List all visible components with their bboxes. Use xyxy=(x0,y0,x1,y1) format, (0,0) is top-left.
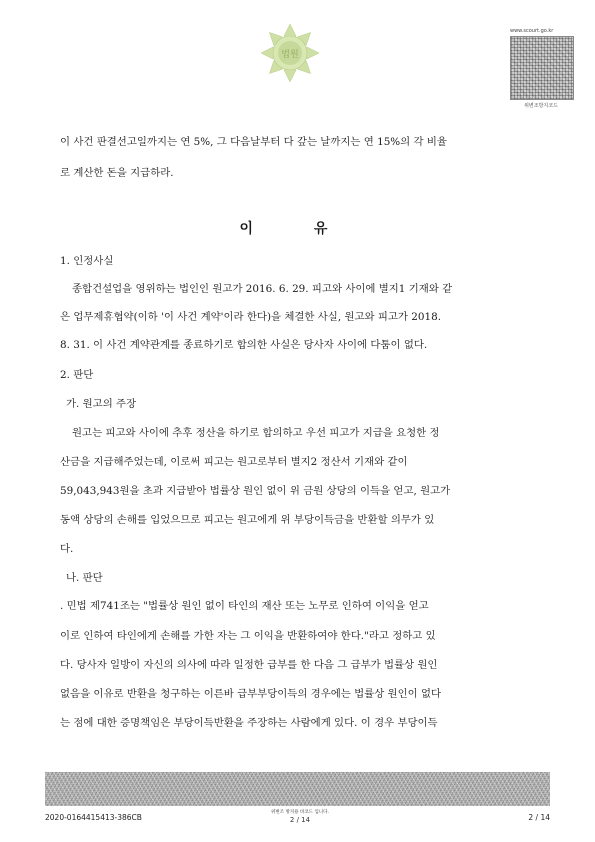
body-line: 종합건설업을 영위하는 법인인 원고가 2016. 6. 29. 피고와 사이에 별지1 기재와 같 xyxy=(72,283,453,295)
reasons-heading: 이 유 xyxy=(239,221,356,237)
qr-caption: 위변조방지코드 xyxy=(524,103,558,109)
body-line: 8. 31. 이 사건 계약관계를 종료하기로 합의한 사실은 당사자 사이에 다툼이 없다. xyxy=(60,339,428,351)
body-line: 동액 상당의 손해를 입었으므로 피고는 원고에게 위 부당이득금을 반환할 의무가 있 xyxy=(60,514,435,526)
section-title: 1. 인정사실 xyxy=(60,255,114,267)
body-line: 로 계산한 돈을 지급하라. xyxy=(60,167,174,179)
subsection-title: 가. 원고의 주장 xyxy=(66,398,137,410)
body-line: 는 점에 대한 증명책임은 부당이득반환을 주장하는 사람에게 있다. 이 경우 부당이득 xyxy=(60,717,438,729)
section-title: 2. 판단 xyxy=(60,369,94,381)
footer-center xyxy=(250,809,350,824)
body-line: 산금을 지급해주었는데, 이로써 피고는 원고로부터 별지2 정산서 기재와 같이 xyxy=(60,456,408,468)
seal-text: 법원 xyxy=(281,50,299,60)
body-line: 없음을 이유로 반환을 청구하는 이른바 급부부당이득의 경우에는 법률상 원인이 없다 xyxy=(60,688,442,700)
page-indicator-small: 2 / 14 xyxy=(289,816,311,824)
qr-code-image xyxy=(510,36,574,100)
body-line: . 민법 제741조는 "법률상 원인 없이 타인의 재산 또는 노무로 인하여 이익을 얻고 xyxy=(60,600,429,612)
body-line: 이로 인하여 타인에게 손해를 가한 자는 그 이익을 반환하여야 한다."라고 정하고 있 xyxy=(60,630,436,642)
body-line: 다. 당사자 일방이 자신의 의사에 따라 일정한 급부를 한 다음 그 급부가 법률상 원인 xyxy=(60,659,438,671)
verification-qr-block xyxy=(510,28,580,109)
body-line: 59,043,943원을 초과 지급받아 법률상 원인 없이 위 금원 상당의 이득을 얻고, 원고가 xyxy=(60,485,451,497)
court-seal-logo xyxy=(259,22,321,84)
body-line: 은 업무제휴협약(이하 '이 사건 계약'이라 한다)을 체결한 사실, 원고와 피고가 2018. xyxy=(60,311,442,323)
barcode-note: 위변조 방지용 바코드 입니다. xyxy=(271,810,329,815)
document-id: 2020-0164415413-386CB xyxy=(45,813,142,822)
qr-url: www.scourt.go.kr xyxy=(510,28,554,34)
anti-forgery-barcode xyxy=(45,772,550,806)
page-number: 2 / 14 xyxy=(528,813,550,822)
body-line: 원고는 피고와 사이에 추후 정산을 하기로 합의하고 우선 피고가 지급을 요청한 정 xyxy=(72,427,440,439)
subsection-title: 나. 판단 xyxy=(66,572,103,584)
body-line: 이 사건 판결선고일까지는 연 5%, 그 다음날부터 다 갚는 날까지는 연 15%의 각 비율 xyxy=(60,136,447,148)
body-line: 다. xyxy=(60,543,74,555)
